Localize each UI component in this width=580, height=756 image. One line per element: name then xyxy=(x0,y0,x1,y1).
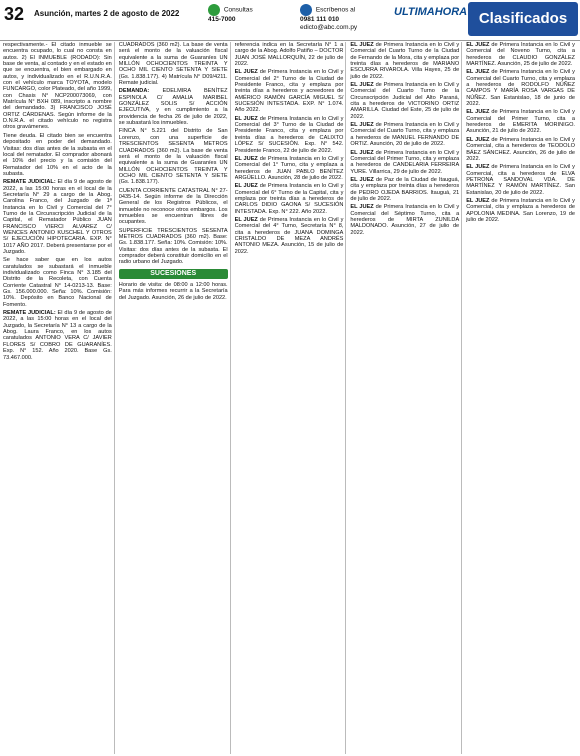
notice-heading: EL JUEZ xyxy=(466,42,490,48)
notice-heading: EL JUEZ xyxy=(350,149,374,156)
brand-logo: ULTIMAHORA xyxy=(394,6,468,18)
notice-paragraph: EL JUEZ de Primera Instancia en lo Civil y Comercial del Primer Turno, cita y emplaza a herederos de CANDELARIA FERREIRA YURE. Villarrica, 29 de julio de 2022. xyxy=(350,149,460,175)
notice-heading: EL JUEZ xyxy=(234,115,258,122)
notice-paragraph: EL JUEZ de Primera Instancia en lo Civil y Comercial del Primer Turno, cita a herederos de EMERITA MORINIGO. Asunción, 21 de julio de 2022. xyxy=(466,109,575,135)
notice-heading: DEMANDA: xyxy=(118,88,150,95)
notice-heading: EL JUEZ xyxy=(234,69,258,76)
notice-paragraph: FINCA N° 5.221 del Distrito de San Lorenzo, con una superficie de TRESCIENTOS SESENTA METROS CUADRADOS (360 m2). La base de venta será el monto de la valuación fiscal equivalente a la suma de Guaraníes UN MILLÓN OCHOCIENTOS TREINTA Y OCHO MIL CIENTO SETENTA Y SIETE (Gs. 1.838.177). xyxy=(118,128,228,186)
column-5 xyxy=(466,42,577,754)
email-contact xyxy=(300,4,390,32)
notice-paragraph: EL JUEZ de Primera Instancia en lo Civil y Comercial del 2° Turno de la Ciudad de Presidente Franco, cita y emplaza por treinta días a herederos y acreedores de AMÉRICO RAMÓN GARCÍA MIGUEL S/ SUCESIÓN INTESTADA. EXP. N° 1.074. Año 2022. xyxy=(234,69,344,114)
notice-heading: EL JUEZ xyxy=(234,183,258,190)
classifieds-columns xyxy=(3,42,577,754)
section-banner: SUCESIONES xyxy=(119,269,228,279)
whatsapp-icon xyxy=(208,4,220,16)
notice-paragraph: REMATE JUDICIAL: El día 9 de agosto de 2022, a las 15:00 horas en el local del Juzgado, la Secretaría N° 13 a cargo de la Abog. Laura Franco, en los autos caratulados ANTONIO VERA C/ JAVIER FLORES S/ COBRO DE GUARANÍES. Exp. N° 152. Año 2020. Base Gs. 73.467.000. xyxy=(3,310,112,361)
notice-paragraph: EL JUEZ de Primera Instancia en lo Civil y Comercial del Cuarto Turno, cita y emplaza a herederos de MANUEL FERNANDO DE ORTIZ. Asunción, 20 de julio de 2022. xyxy=(350,122,460,148)
notice-heading: EL JUEZ xyxy=(466,69,490,76)
notice-paragraph: referencia indica en la Secretaría N° 1 a cargo de la Abog. Adolfo Patiño – DOCTOR JUAN JOSÉ MALLORQUÍN, 22 de julio de 2022. xyxy=(234,42,344,68)
notice-paragraph: EL JUEZ de Primera Instancia en lo Civil y Comercial, cita y emplaza a herederos de APOLONIA MEDINA. San Lorenzo, 19 de julio de 2022. xyxy=(466,197,575,223)
dateline: Asunción, martes 2 de agosto de 2022 xyxy=(34,9,180,18)
notice-heading: EL JUEZ xyxy=(466,197,490,204)
notice-paragraph: EL JUEZ de Primera Instancia en lo Civil y Comercial, cita a herederos de ELVA PETRONA SANDOVAL VDA. DE MARTÍNEZ Y RAMÓN MARTÍNEZ. San Estanislao, 20 de julio de 2022. xyxy=(466,164,575,196)
notice-paragraph: EL JUEZ de Primera Instancia en lo Civil y Comercial del Cuarto Turno de la Ciudad de Fernando de la Mora, cita y emplaza por treinta días a herederos de MARIANO ESCURRA RIVAROLA. Villa Hayes, 25 de julio de 2022. xyxy=(350,42,460,80)
notice-paragraph: Se hace saber que en los autos caratulados se subastará el inmueble individualizado como Finca N° 3.185 del Distrito de la Recoleta, con Cuenta Corriente Catastral N° 14-0213-13. Base: Gs. 156.000.000. Seña: 10%. Comisión: 10%. Depósito en Banco Nacional de Fomento. xyxy=(3,257,112,308)
email-site: edicto@abc.com.py xyxy=(300,24,358,31)
notice-paragraph: EL JUEZ de Paz de la Ciudad de Itauguá, cita y emplaza por treinta días a herederos de PEDRO OJEDA BARRIOS. Itauguá, 21 de julio de 2022. xyxy=(350,176,460,202)
column-3 xyxy=(235,42,347,754)
email-phone: 0981 111 010 xyxy=(300,16,340,23)
notice-heading: EL JUEZ xyxy=(466,109,490,116)
column-2 xyxy=(119,42,231,754)
notice-heading: EL JUEZ xyxy=(234,216,258,223)
notice-paragraph: Horario de visita: de 08:00 a 12:00 horas. Para más informes recurrir a la Secretaría del Juzgado. Asunción, 26 de julio de 2022. xyxy=(118,282,228,301)
notice-heading: EL JUEZ xyxy=(466,136,490,143)
page-number: 32 xyxy=(4,4,25,24)
notice-heading: EL JUEZ xyxy=(350,42,374,48)
email-icon xyxy=(300,4,312,16)
section-title: Clasificados xyxy=(468,2,578,36)
notice-paragraph: Tiene deuda. El citado bien se encuentra depositado en poder del demandado. Visitas: dos días antes de la subasta en el local del rematador. El comprador abonará el 10% del precio y la comisión del Rematador del 10% en el acto de la subasta. xyxy=(3,132,112,177)
notice-paragraph: respectivamente.- El citado inmueble se encuentra ocupado, lo cual no consta en autos. 2) El INMUEBLE (RODADO): Sin base de venta, al contado y en el estado en que se encuentra, el bien embargado en autos, y individualizado en el R.U.N.R.A. con el vehículo marca TOYOTA, modelo FUNCARGO, color Plateado, del año 1999, con Chasis N° NCP200073069, con Matrícula N° BXH 089, inscripto a nombre del demandado. 3) FRANCISCO JOSÉ ORTIZ CÁRDENAS. Según informe de la D.N.R.A. el citado vehículo no registra otros gravámenes. xyxy=(3,42,112,131)
notice-paragraph: EL JUEZ de Primera Instancia en lo Civil y Comercial del Noveno Turno, cita a herederos de CLAUDIO GONZÁLEZ MARTÍNEZ. Asunción, 25 de julio de 2022. xyxy=(466,42,575,68)
notice-paragraph: EL JUEZ de Primera Instancia en lo Civil y Comercial, cita a herederos de TEODOLO BÁEZ SÁNCHEZ. Asunción, 26 de julio de 2022. xyxy=(466,136,575,162)
notice-heading: EL JUEZ xyxy=(350,204,374,211)
notice-heading: EL JUEZ xyxy=(466,164,490,171)
notice-paragraph: CUADRADOS (360 m2). La base de venta será el monto de la valuación fiscal equivalente a la suma de Guaraníes UN MILLÓN OCHOCIENTOS TREINTA Y OCHO MIL CIENTO SETENTA Y SIETE (Gs. 1.838.177). 4) Matrícula N° D09/4211. Remate judicial. xyxy=(118,42,228,87)
notice-heading: REMATE JUDICIAL: xyxy=(3,179,56,186)
notice-heading: EL JUEZ xyxy=(350,122,374,129)
notice-paragraph: EL JUEZ de Primera Instancia en lo Civil y Comercial del 1° Turno, cita y emplaza a herederos de JUAN PABLO BENÍTEZ ARGÜELLO. Asunción, 28 de julio de 2022. xyxy=(234,155,344,181)
notice-heading: REMATE JUDICIAL: xyxy=(3,310,56,317)
page-header xyxy=(0,0,580,41)
notice-paragraph: EL JUEZ de Primera Instancia en lo Civil y Comercial del Cuarto Turno, cita y emplaza a herederos de RODOLFO NÚÑEZ CAMPOS Y MARÍA ROSA VARGAS DE NÚÑEZ. San Estanislao, 18 de junio de 2022. xyxy=(466,69,575,108)
notice-paragraph: EL JUEZ de Primera Instancia en lo Civil y Comercial del 6° Turno de la Capital, cita y emplaza por treinta días a herederos de CARLOS DIDIO GAONA S/ SUCESIÓN INTESTADA. Exp. N° 222. Año 2022. xyxy=(234,183,344,215)
whatsapp-contact xyxy=(208,4,308,32)
notice-paragraph: EL JUEZ de Primera Instancia en lo Civil y Comercial del Séptimo Turno, cita a herederos de MIRTA ZUNILDA MALDONADO. Asunción, 27 de julio de 2022. xyxy=(350,204,460,236)
notice-paragraph: SUPERFICIE TRESCIENTOS SESENTA METROS CUADRADOS (360 m2). Base: Gs. 1.838.177. Seña: 10%. Comisión: 10%. Visitas: dos días antes de la subasta. El comprador deberá constituir domicilio en el radio urbano del Juzgado. xyxy=(118,227,228,266)
email-label: Escríbenos al xyxy=(315,6,356,14)
notice-paragraph: EL JUEZ de Primera Instancia en lo Civil y Comercial del 3° Turno de la Ciudad de Presidente Franco, cita y emplaza por treinta días a herederos de CALIXTO LÓPEZ S/ SUCESIÓN. Exp. N° 542. Presidente Franco, 22 de julio de 2022. xyxy=(234,115,344,154)
column-1 xyxy=(3,42,115,754)
column-4 xyxy=(350,42,462,754)
notice-heading: EL JUEZ xyxy=(350,82,374,89)
whatsapp-label: Consultas xyxy=(223,6,253,14)
notice-paragraph: EL JUEZ de Primera Instancia en lo Civil y Comercial del 4° Turno, Secretaría N° 8, cita a herederos de JUANA DOMINGA CRISTALDO DE MEZA ANDRÉS ANTONIO MEZA. Asunción, 15 de julio de 2022. xyxy=(234,216,344,255)
notice-heading: EL JUEZ xyxy=(234,155,258,162)
notice-paragraph: DEMANDA: EDELMIRA BENÍTEZ ESPINOLA C/ AMALIA MARIBEL GONZÁLEZ SOLIS S/ ACCIÓN EJECUTIVA, y en cumplimiento a la providencia de fecha 26 de julio de 2022, se subastará los inmuebles. xyxy=(118,88,228,127)
notice-paragraph: REMATE JUDICIAL: El día 9 de agosto de 2022, a las 15:00 horas en el local de la Secretaría N° 29 a cargo de la Abog. Carolina Franco, del Juzgado de 1ª Instancia en lo Civil y Comercial del 7° Turno de la Circunscripción Judicial de la Capital, el Rematador Público JUAN FRANCISCO VIERCI ALVAREZ C/ WENCES ANTONIO KUSCHEL Y OTROS S/ EJECUCIÓN HIPOTECARIA. EXP. N° 1017 AÑO 2017. Deberá presentarse por el Juzgado. xyxy=(3,179,112,255)
notice-paragraph: EL JUEZ de Primera Instancia en lo Civil y Comercial del Cuarto Turno de la Circunscripción Judicial del Alto Paraná, cita a herederos de VICTORINO ORTIZ AMARILLA. Ciudad del Este, 25 de julio de 2022. xyxy=(350,82,460,120)
notice-heading: EL JUEZ xyxy=(350,176,374,183)
notice-paragraph: CUENTA CORRIENTE CATASTRAL N° 27-0435-14. Según informe de la Dirección General de los Registros Públicos, el inmueble no reconoce otros embargos. Los inmuebles se encuentran libres de ocupantes. xyxy=(118,187,228,226)
whatsapp-phone: 415-7000 xyxy=(208,16,236,23)
